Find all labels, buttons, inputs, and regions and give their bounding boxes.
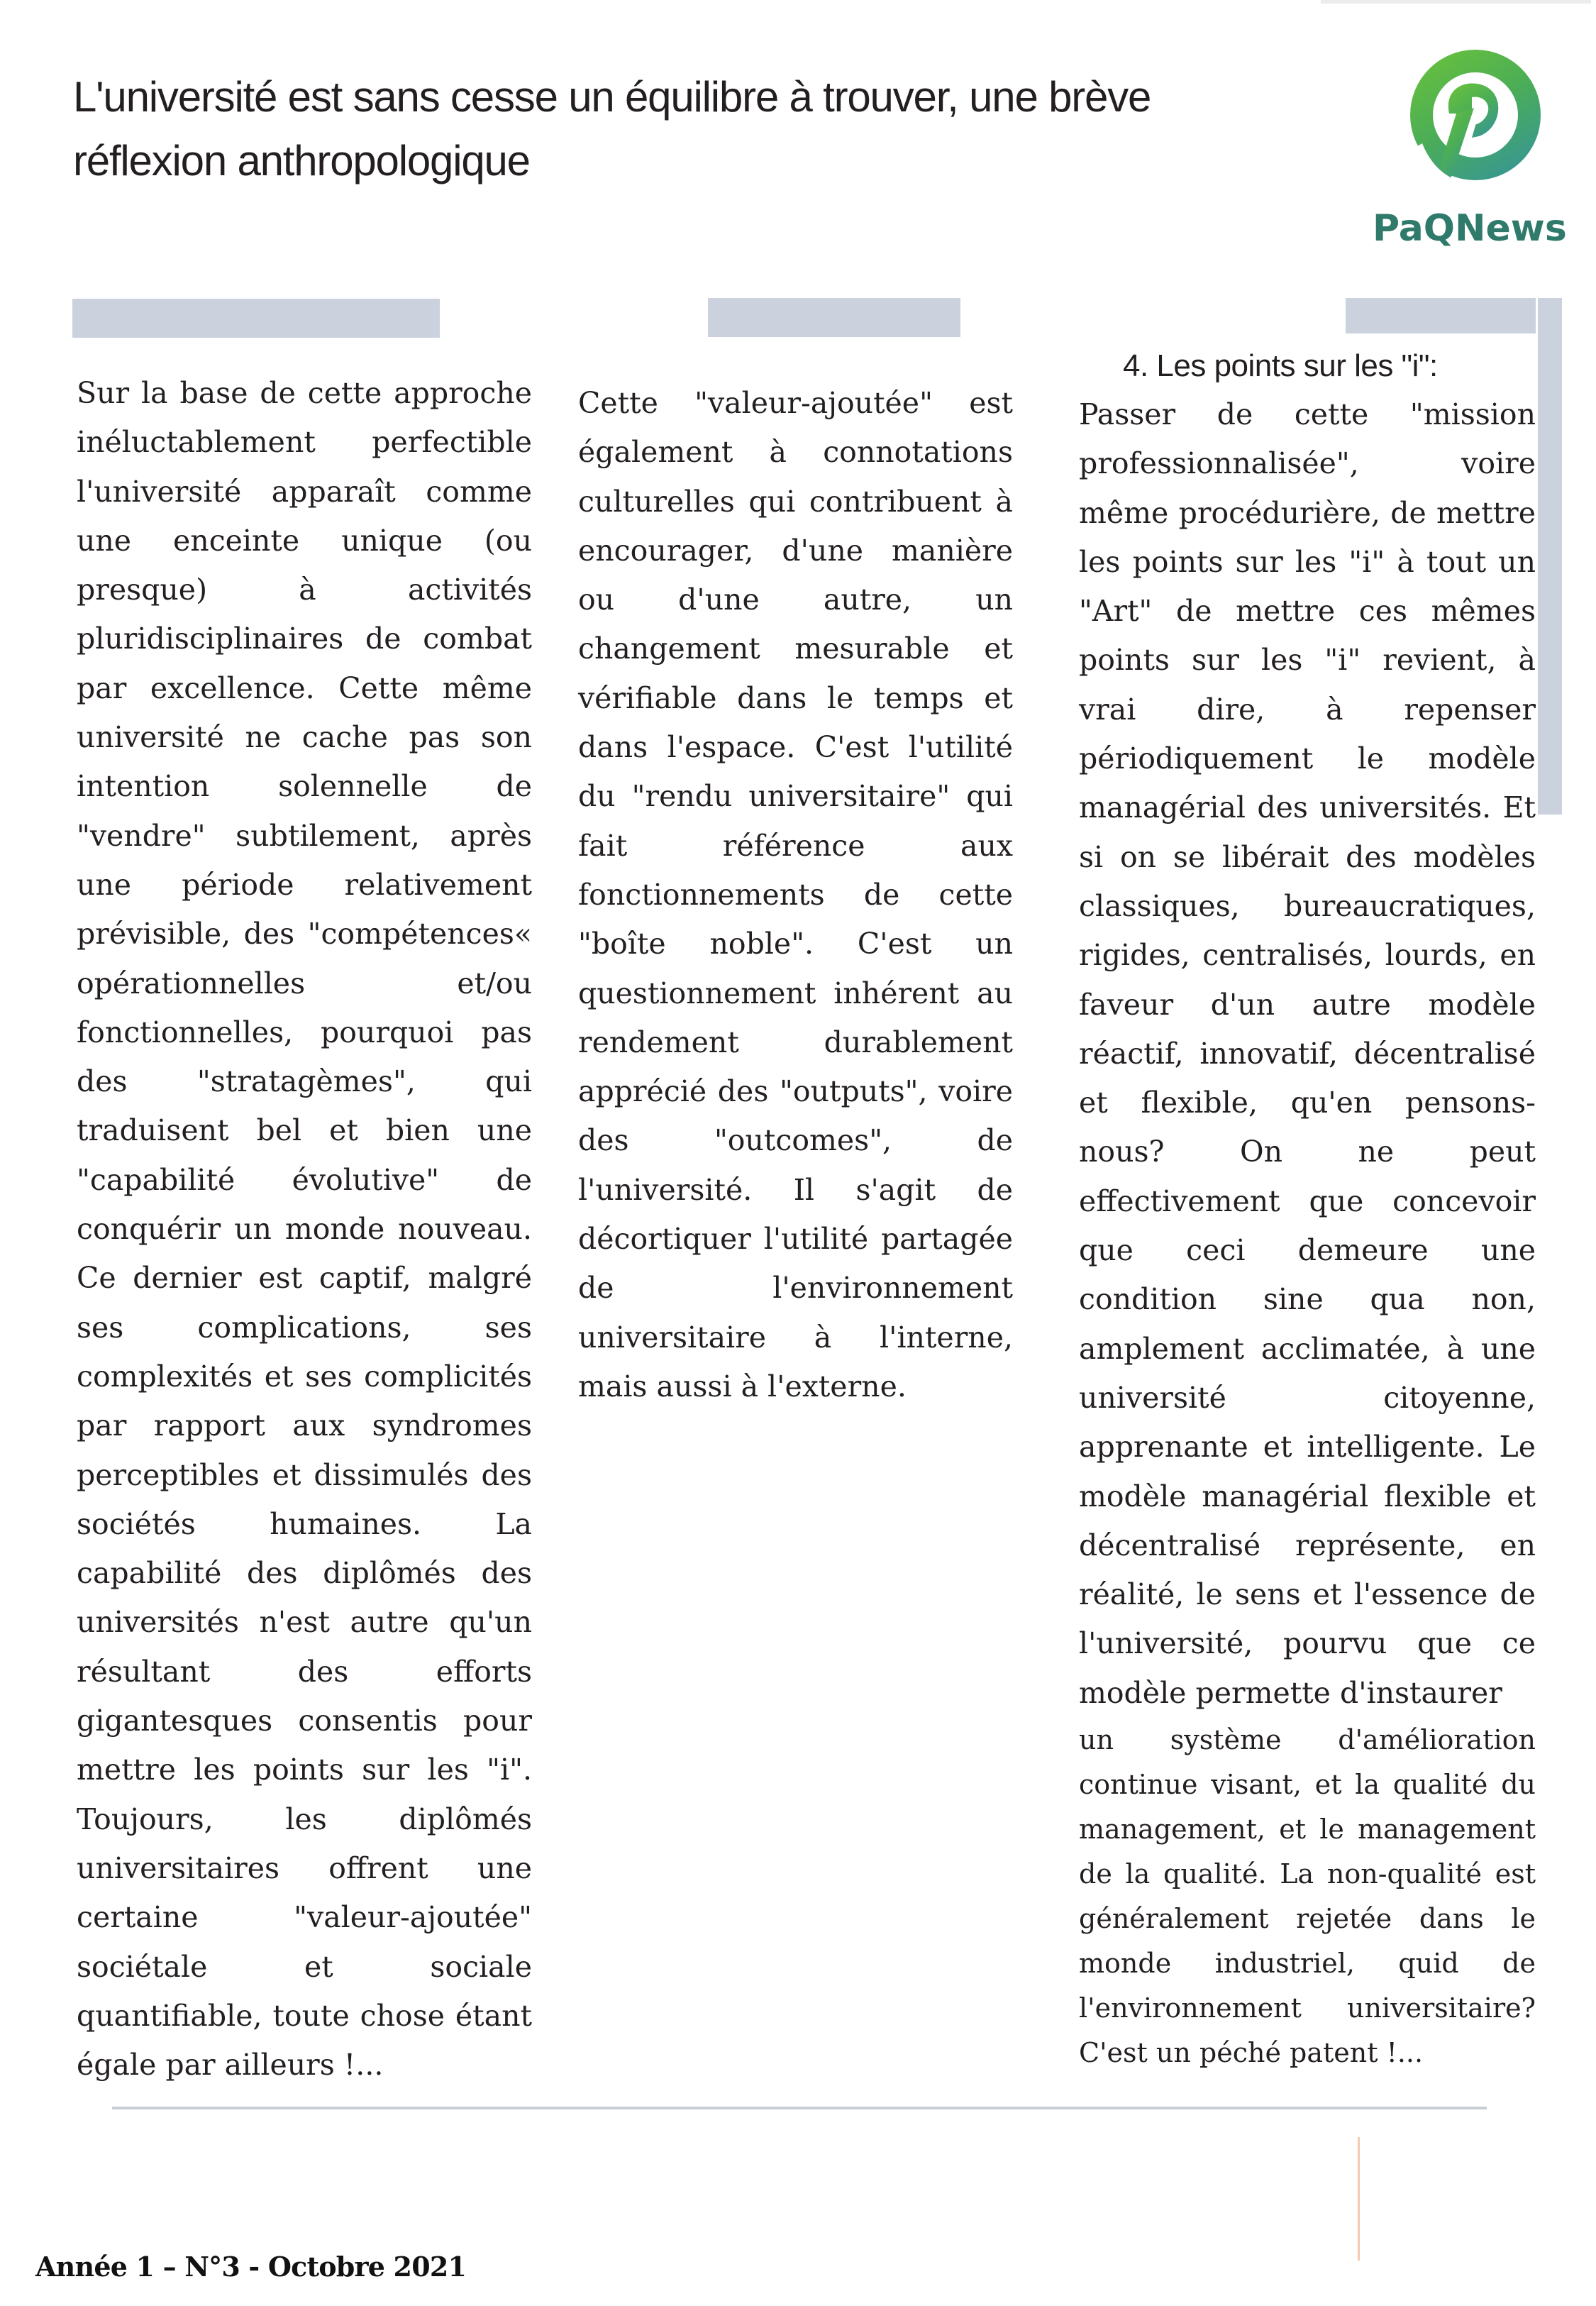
title-line-1: L'université est sans cesse un équilibre à trouver, une brève bbox=[73, 73, 1151, 121]
column-3-header-bar bbox=[1346, 298, 1536, 333]
paqnews-p-logo-icon bbox=[1373, 30, 1564, 207]
column-2-header-bar bbox=[708, 298, 960, 337]
section-heading: 4. Les points sur les "i": bbox=[1123, 348, 1438, 383]
logo-wordmark: PaQNews bbox=[1373, 207, 1567, 250]
page-title bbox=[73, 65, 1279, 193]
paqnews-logo bbox=[1373, 30, 1567, 257]
article-column-3 bbox=[1079, 345, 1536, 2075]
article-column-2 bbox=[578, 379, 1013, 1411]
issue-footer: Année 1 – N°3 - Octobre 2021 bbox=[35, 2251, 467, 2283]
article-column-1 bbox=[77, 369, 532, 2090]
column-3-paragraph-continued: un système d'amélioration continue visant, et la qualité du management, et le management de la qualité. La non-qualité est généralement rejetée dans le monde industriel, quid de l'environnement universitaire? C'est un péché patent !... bbox=[1079, 1724, 1536, 2069]
horizontal-rule bbox=[112, 2107, 1487, 2109]
column-1-paragraph: Sur la base de cette approche inéluctablement perfectible l'université apparaît comme une enceinte unique (ou presque) à activités pluridisciplinaires de combat par excellence. Cette même université ne cache pas son intention solennelle de "vendre" subtilement, après une période relativement prévisible, des "compétences« opérationnelles et/ou fonctionnelles, pourquoi pas des "stratagèmes", qui traduisent bel et bien une "capabilité évolutive" de conquérir un monde nouveau. Ce dernier est captif, malgré ses complications, ses complexités et ses complicités par rapport aux syndromes perceptibles et dissimulés des sociétés humaines. La capabilité des diplômés des universités n'est autre qu'un résultant des efforts gigantesques consentis pour mettre les points sur les "i". Toujours, les diplômés universitaires offrent une certaine "valeur-ajoutée" sociétale et sociale quantifiable, toute chose étant égale par ailleurs !... bbox=[77, 376, 532, 2082]
accent-vertical-line bbox=[1358, 2137, 1360, 2261]
right-side-vertical-bar bbox=[1538, 298, 1562, 815]
column-2-paragraph: Cette "valeur-ajoutée" est également à connotations culturelles qui contribuent à encourager, d'une manière ou d'une autre, un changement mesurable et vérifiable dans le temps et dans l'espace. C'est l'utilité du "rendu universitaire" qui fait référence aux fonctionnements de cette "boîte noble". C'est un questionnement inhérent au rendement durablement apprécié des "outputs", voire des "outcomes", de l'université. Il s'agit de décortiquer l'utilité partagée de l'environnement universitaire à l'interne, mais aussi à l'externe. bbox=[578, 386, 1013, 1403]
top-edge-strip bbox=[1321, 0, 1591, 4]
column-1-header-bar bbox=[72, 299, 440, 338]
column-3-paragraph: Passer de cette "mission professionnalisée", voire même procédurière, de mettre les points sur les "i" à tout un "Art" de mettre ces mêmes points sur les "i" revient, à vrai dire, à repenser périodiquement le modèle managérial des universités. Et si on se libérait des modèles classiques, bureaucratiques, rigides, centralisés, lourds, en faveur d'un autre modèle réactif, innovatif, décentralisé et flexible, qu'en pensons-nous? On ne peut effectivement que concevoir que ceci demeure une condition sine qua non, amplement acclimatée, à une université citoyenne, apprenante et intelligente. Le modèle managérial flexible et décentralisé représente, en réalité, le sens et l'essence de l'université, pourvu que ce modèle permette d'instaurer bbox=[1079, 397, 1536, 1710]
title-line-2: réflexion anthropologique bbox=[73, 137, 530, 184]
